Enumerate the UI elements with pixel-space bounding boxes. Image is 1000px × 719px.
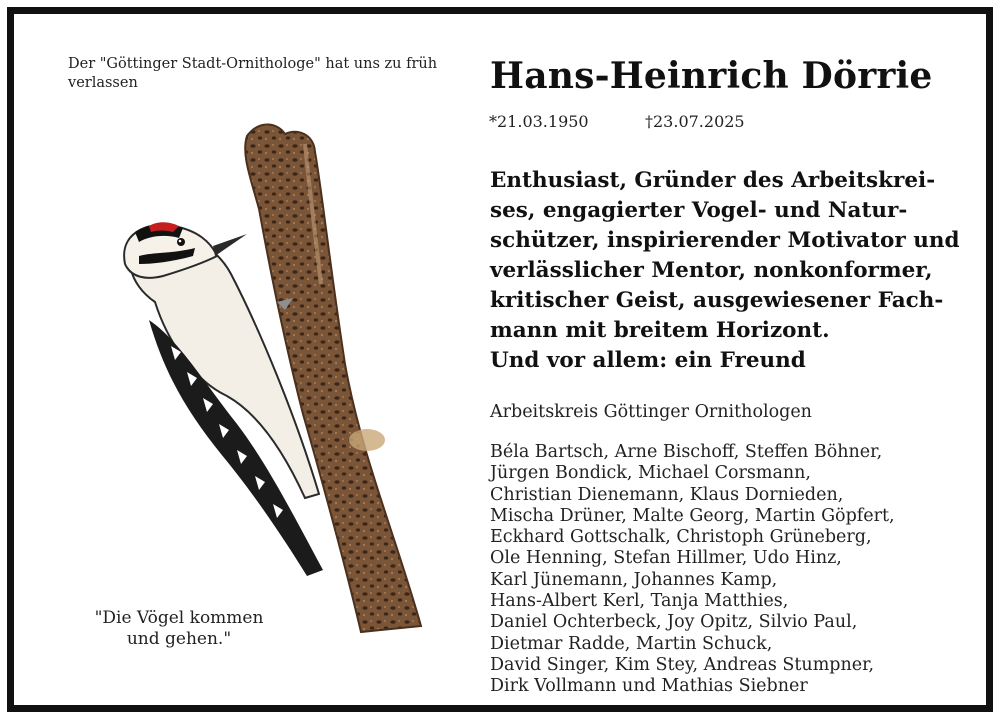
intro-text: Der "Göttinger Stadt-Ornithologe" hat uns zu früh verlassen bbox=[68, 56, 438, 91]
member-line: Dietmar Radde, Martin Schuck, bbox=[490, 633, 773, 654]
member-line: Mischa Drüner, Malte Georg, Martin Göpfert, bbox=[490, 505, 895, 526]
tribute-line: Und vor allem: ein Freund bbox=[490, 348, 806, 373]
obituary-frame bbox=[7, 7, 993, 712]
tribute-line: mann mit breitem Horizont. bbox=[490, 318, 830, 343]
tribute-line: schützer, inspirierender Motivator und bbox=[490, 228, 960, 253]
woodpecker-illustration bbox=[109, 114, 449, 634]
member-line: David Singer, Kim Stey, Andreas Stumpner, bbox=[490, 654, 875, 675]
quote-line-1: "Die Vögel kommen bbox=[94, 608, 264, 628]
tribute-line: Enthusiast, Gründer des Arbeitskrei- bbox=[490, 168, 936, 193]
member-line: Hans-Albert Kerl, Tanja Matthies, bbox=[490, 591, 789, 612]
member-line: Karl Jünemann, Johannes Kamp, bbox=[490, 569, 778, 590]
member-list bbox=[490, 442, 970, 698]
organization-name: Arbeitskreis Göttinger Ornithologen bbox=[490, 402, 812, 422]
member-line: Béla Bartsch, Arne Bischoff, Steffen Böhner, bbox=[490, 442, 883, 462]
member-line: Ole Henning, Stefan Hillmer, Udo Hinz, bbox=[490, 548, 842, 569]
member-line: Eckhard Gottschalk, Christoph Grüneberg, bbox=[490, 527, 872, 548]
member-line: Jürgen Bondick, Michael Corsmann, bbox=[490, 463, 811, 484]
tribute-text bbox=[490, 166, 970, 376]
quote bbox=[84, 608, 274, 650]
deceased-name: Hans-Heinrich Dörrie bbox=[490, 55, 933, 97]
tribute-line: kritischer Geist, ausgewiesener Fach- bbox=[490, 288, 944, 313]
member-line: Dirk Vollmann und Mathias Siebner bbox=[490, 676, 808, 697]
tribute-line: verlässlicher Mentor, nonkonformer, bbox=[490, 258, 933, 283]
death-date: †23.07.2025 bbox=[645, 112, 745, 131]
quote-line-2: und gehen." bbox=[126, 629, 232, 649]
life-dates bbox=[489, 112, 889, 132]
member-line: Christian Dienemann, Klaus Dornieden, bbox=[490, 484, 844, 505]
birth-date: *21.03.1950 bbox=[489, 112, 589, 131]
tribute-line: ses, engagierter Vogel- und Natur- bbox=[490, 198, 908, 223]
member-line: Daniel Ochterbeck, Joy Opitz, Silvio Paul, bbox=[490, 612, 858, 633]
